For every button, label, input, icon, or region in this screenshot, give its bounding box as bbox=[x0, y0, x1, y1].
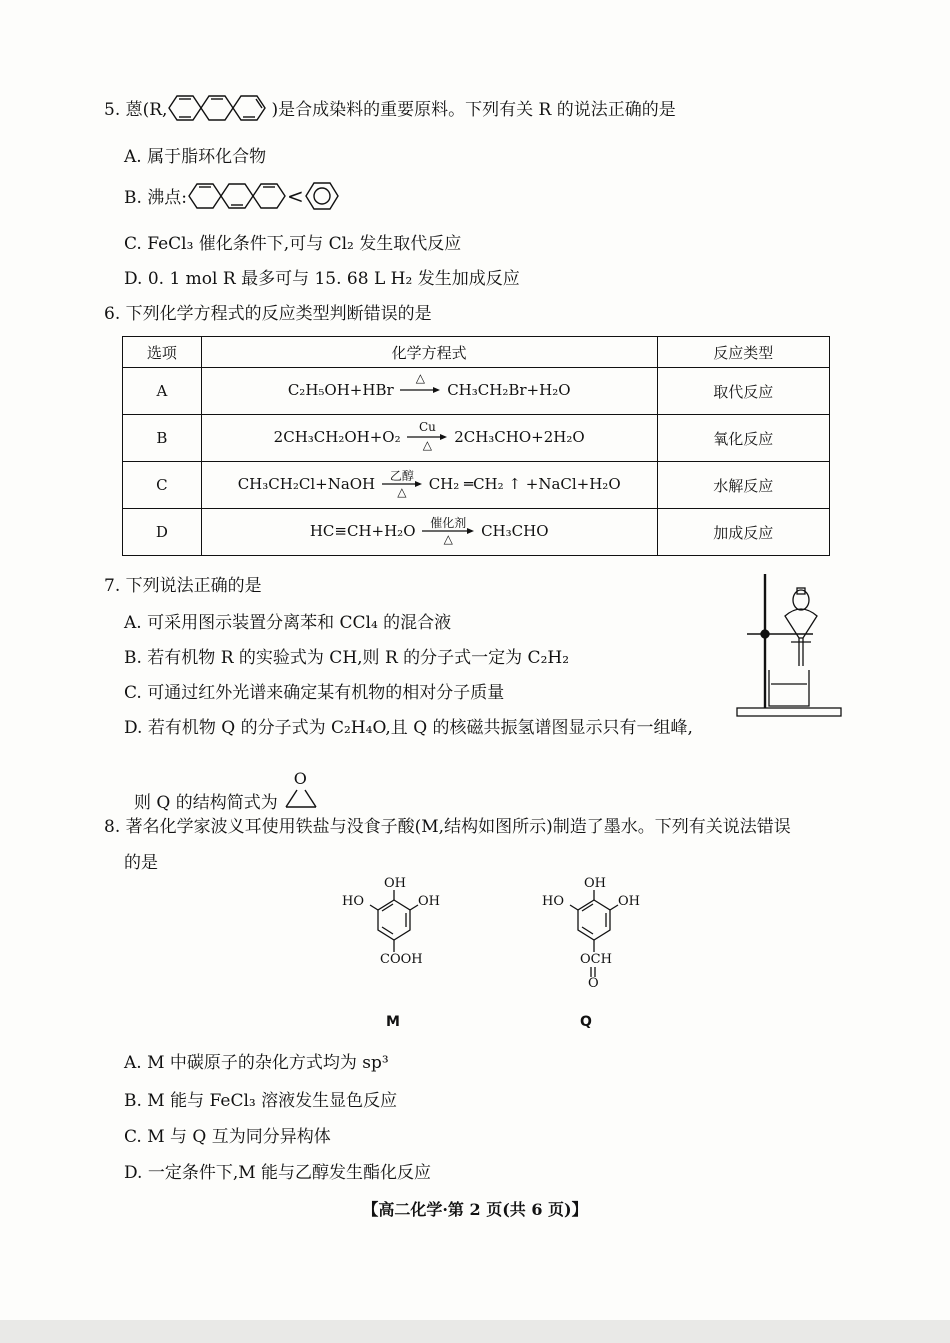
header-type: 反应类型 bbox=[657, 337, 829, 368]
row-type: 水解反应 bbox=[657, 462, 829, 509]
scan-bottom-edge bbox=[0, 1320, 950, 1343]
q6-stem: 6. 下列化学方程式的反应类型判断错误的是 bbox=[104, 304, 432, 324]
q7-option-a[interactable]: A. 可采用图示装置分离苯和 CCl₄ 的混合液 bbox=[124, 613, 452, 633]
reaction-arrow: Cu △ bbox=[405, 426, 449, 450]
row-option: A bbox=[123, 368, 202, 415]
row-equation: 2CH₃CH₂OH+O₂ Cu △ 2CH₃CHO+2H₂O bbox=[201, 415, 657, 462]
table-header-row bbox=[123, 337, 830, 368]
reaction-arrow: 催化剂 △ bbox=[420, 520, 476, 544]
reaction-table bbox=[122, 336, 830, 556]
row-option: C bbox=[123, 462, 202, 509]
q5-option-c[interactable]: C. FeCl₃ 催化条件下,可与 Cl₂ 发生取代反应 bbox=[124, 234, 462, 254]
q8-stem-line2: 的是 bbox=[124, 853, 158, 873]
page-footer: 【高二化学·第 2 页(共 6 页)】 bbox=[362, 1200, 588, 1219]
q8-option-d[interactable]: D. 一定条件下,M 能与乙醇发生酯化反应 bbox=[124, 1163, 432, 1183]
anthracene-structure bbox=[167, 94, 271, 127]
caption-m: M bbox=[386, 1014, 400, 1030]
q8-option-b[interactable]: B. M 能与 FeCl₃ 溶液发生显色反应 bbox=[124, 1091, 398, 1111]
separatory-funnel-apparatus bbox=[735, 572, 845, 718]
row-option: D bbox=[123, 509, 202, 556]
benzene-structure bbox=[304, 180, 340, 217]
structure-m: OH HO OH COOH bbox=[342, 876, 440, 967]
q7-option-d-continued: 则 Q 的结构简式为 O bbox=[134, 773, 324, 813]
q5-option-b[interactable]: B. 沸点: < bbox=[124, 180, 340, 217]
epoxide-structure: O bbox=[278, 773, 324, 813]
row-equation: C₂H₅OH+HBr △ CH₃CH₂Br+H₂O bbox=[201, 368, 657, 415]
q8-option-c[interactable]: C. M 与 Q 互为同分异构体 bbox=[124, 1127, 331, 1147]
structure-q: OH HO OH OCH O bbox=[542, 876, 640, 991]
caption-q: Q bbox=[580, 1014, 592, 1030]
row-option: B bbox=[123, 415, 202, 462]
q8-option-a[interactable]: A. M 中碳原子的杂化方式均为 sp³ bbox=[124, 1053, 389, 1073]
q5-option-d[interactable]: D. 0. 1 mol R 最多可与 15. 68 L H₂ 发生加成反应 bbox=[124, 269, 520, 289]
table-row bbox=[123, 415, 830, 462]
q7-stem: 7. 下列说法正确的是 bbox=[104, 576, 262, 596]
header-equation: 化学方程式 bbox=[201, 337, 657, 368]
q5-option-a[interactable]: A. 属于脂环化合物 bbox=[124, 147, 267, 167]
row-equation: CH₃CH₂Cl+NaOH 乙醇 △ CH₂ ═CH₂ ↑ +NaCl+H₂O bbox=[201, 462, 657, 509]
table-row bbox=[123, 368, 830, 415]
row-type: 加成反应 bbox=[657, 509, 829, 556]
q5-stem: 5. 蒽(R, )是合成染料的重要原料。下列有关 R 的说法正确的是 bbox=[104, 94, 676, 127]
q7-option-d[interactable]: D. 若有机物 Q 的分子式为 C₂H₄O,且 Q 的核磁共振氢谱图显示只有一组峰, bbox=[124, 718, 693, 738]
row-type: 氧化反应 bbox=[657, 415, 829, 462]
header-option: 选项 bbox=[123, 337, 202, 368]
table-row bbox=[123, 509, 830, 556]
q7-option-b[interactable]: B. 若有机物 R 的实验式为 CH,则 R 的分子式一定为 C₂H₂ bbox=[124, 648, 570, 668]
row-equation: HC≡CH+H₂O 催化剂 △ CH₃CHO bbox=[201, 509, 657, 556]
row-type: 取代反应 bbox=[657, 368, 829, 415]
reaction-arrow: 乙醇 △ bbox=[380, 473, 424, 497]
table-row bbox=[123, 462, 830, 509]
reaction-arrow: △ bbox=[398, 379, 442, 403]
q8-stem-line1: 8. 著名化学家波义耳使用铁盐与没食子酸(M,结构如图所示)制造了墨水。下列有关说法错误 bbox=[104, 817, 791, 837]
q7-option-c[interactable]: C. 可通过红外光谱来确定某有机物的相对分子质量 bbox=[124, 683, 505, 703]
anthracene-structure bbox=[187, 181, 287, 216]
